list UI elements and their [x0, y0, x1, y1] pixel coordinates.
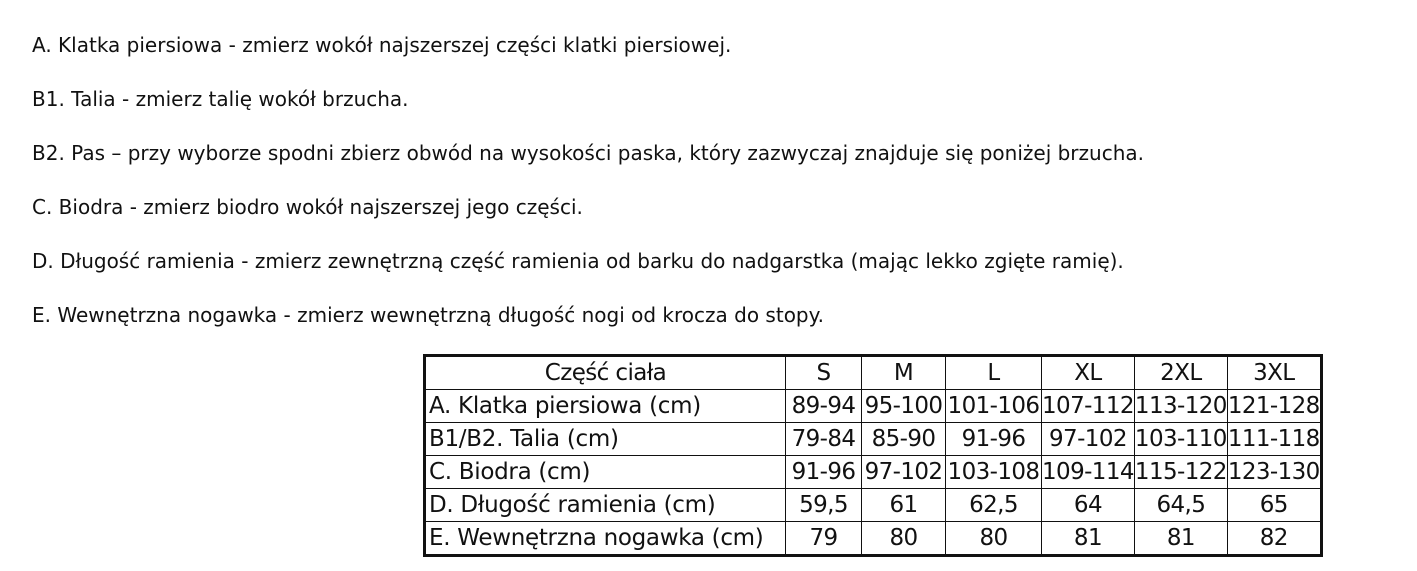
table-cell: 85-90 — [862, 423, 946, 456]
table-cell: 113-120 — [1134, 390, 1227, 423]
table-cell: 79-84 — [786, 423, 862, 456]
table-cell: 111-118 — [1227, 423, 1321, 456]
table-cell: 123-130 — [1227, 456, 1321, 489]
table-cell: 91-96 — [946, 423, 1042, 456]
table-cell: 121-128 — [1227, 390, 1321, 423]
table-row — [425, 489, 1322, 522]
row-label: A. Klatka piersiowa (cm) — [425, 390, 786, 423]
table-cell: 91-96 — [786, 456, 862, 489]
instruction-waist: B1. Talia - zmierz talię wokół brzucha. — [32, 87, 409, 111]
row-label: C. Biodra (cm) — [425, 456, 786, 489]
instruction-hips: C. Biodra - zmierz biodro wokół najszerszej jego części. — [32, 195, 583, 219]
header-size-l: L — [946, 356, 1042, 390]
row-label: D. Długość ramienia (cm) — [425, 489, 786, 522]
table-cell: 80 — [946, 522, 1042, 556]
row-label: B1/B2. Talia (cm) — [425, 423, 786, 456]
table-cell: 115-122 — [1134, 456, 1227, 489]
table-cell: 59,5 — [786, 489, 862, 522]
table-row — [425, 456, 1322, 489]
row-label: E. Wewnętrzna nogawka (cm) — [425, 522, 786, 556]
table-cell: 65 — [1227, 489, 1321, 522]
table-cell: 81 — [1042, 522, 1135, 556]
table-cell: 79 — [786, 522, 862, 556]
table-cell: 89-94 — [786, 390, 862, 423]
table-cell: 103-110 — [1134, 423, 1227, 456]
size-chart-table — [423, 354, 1323, 557]
instruction-chest: A. Klatka piersiowa - zmierz wokół najszerszej części klatki piersiowej. — [32, 33, 732, 57]
table-cell: 81 — [1134, 522, 1227, 556]
table-cell: 80 — [862, 522, 946, 556]
table-cell: 107-112 — [1042, 390, 1135, 423]
table-cell: 82 — [1227, 522, 1321, 556]
table-row — [425, 390, 1322, 423]
header-size-xl: XL — [1042, 356, 1135, 390]
table-cell: 64,5 — [1134, 489, 1227, 522]
table-row — [425, 522, 1322, 556]
table-cell: 97-102 — [862, 456, 946, 489]
header-size-3xl: 3XL — [1227, 356, 1321, 390]
table-row — [425, 423, 1322, 456]
table-cell: 101-106 — [946, 390, 1042, 423]
measurement-instructions — [32, 30, 1392, 354]
table-cell: 103-108 — [946, 456, 1042, 489]
header-size-m: M — [862, 356, 946, 390]
table-cell: 95-100 — [862, 390, 946, 423]
instruction-arm-length: D. Długość ramienia - zmierz zewnętrzną część ramienia od barku do nadgarstka (mając lekko zgięte ramię). — [32, 249, 1124, 273]
header-size-2xl: 2XL — [1134, 356, 1227, 390]
header-body-part: Część ciała — [425, 356, 786, 390]
table-cell: 62,5 — [946, 489, 1042, 522]
table-cell: 64 — [1042, 489, 1135, 522]
header-size-s: S — [786, 356, 862, 390]
table-cell: 97-102 — [1042, 423, 1135, 456]
instruction-belt: B2. Pas – przy wyborze spodni zbierz obwód na wysokości paska, który zazwyczaj znajduje się poniżej brzucha. — [32, 141, 1144, 165]
table-cell: 61 — [862, 489, 946, 522]
table-header-row — [425, 356, 1322, 390]
instruction-inseam: E. Wewnętrzna nogawka - zmierz wewnętrzną długość nogi od krocza do stopy. — [32, 303, 824, 327]
table-cell: 109-114 — [1042, 456, 1135, 489]
